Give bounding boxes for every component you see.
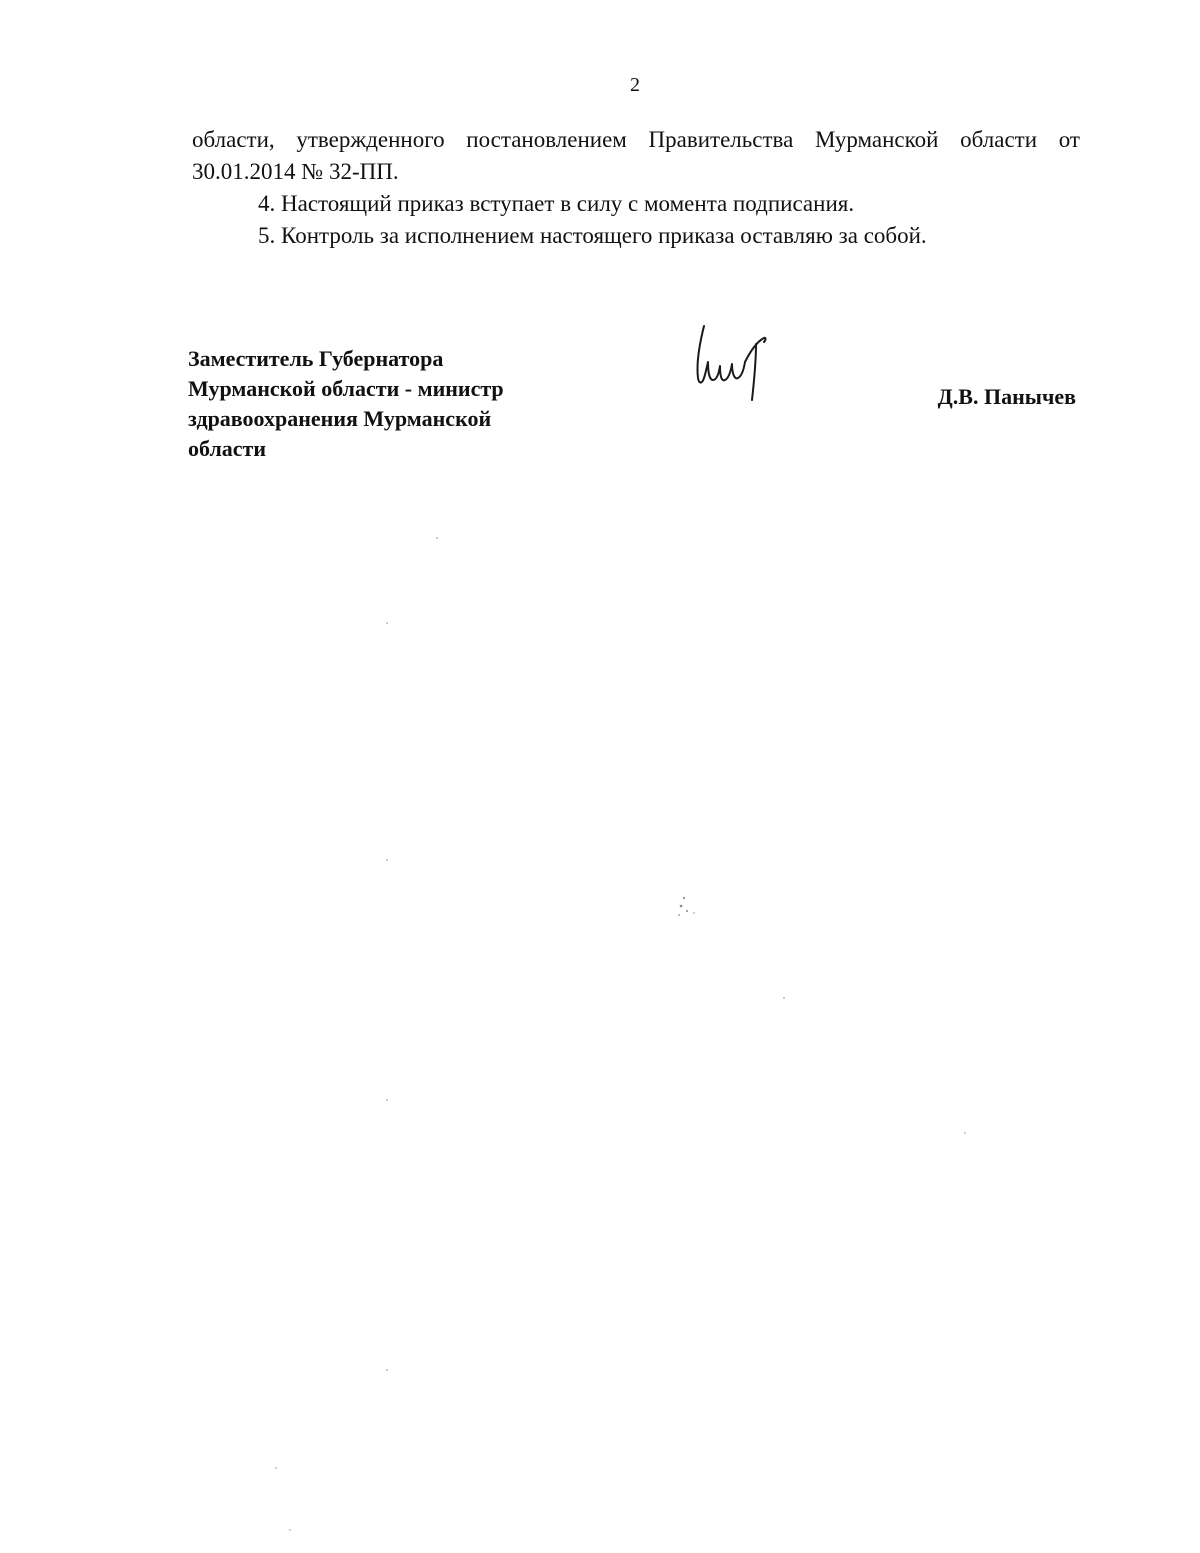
position-line-1: Заместитель Губернатора xyxy=(188,346,444,371)
paragraph-continuation-line-2: 30.01.2014 № 32-ПП. xyxy=(192,159,399,184)
page-number: 2 xyxy=(630,74,640,96)
handwritten-signature-icon xyxy=(680,318,780,410)
position-line-3: здравоохранения Мурманской xyxy=(188,406,492,431)
paragraph-continuation xyxy=(192,124,1080,188)
signer-name: Д.В. Панычев xyxy=(937,384,1076,409)
document-body xyxy=(192,124,1080,252)
paragraph-continuation-line-1: области, утвержденного постановлением Правительства Мурманской области от xyxy=(192,127,1080,152)
item-5-paragraph: 5. Контроль за исполнением настоящего приказа оставляю за собой. xyxy=(258,223,927,248)
signatory-position xyxy=(188,344,504,464)
position-line-2: Мурманской области - министр xyxy=(188,376,504,401)
position-line-4: области xyxy=(188,436,267,461)
item-4-paragraph: 4. Настоящий приказ вступает в силу с момента подписания. xyxy=(258,191,855,216)
